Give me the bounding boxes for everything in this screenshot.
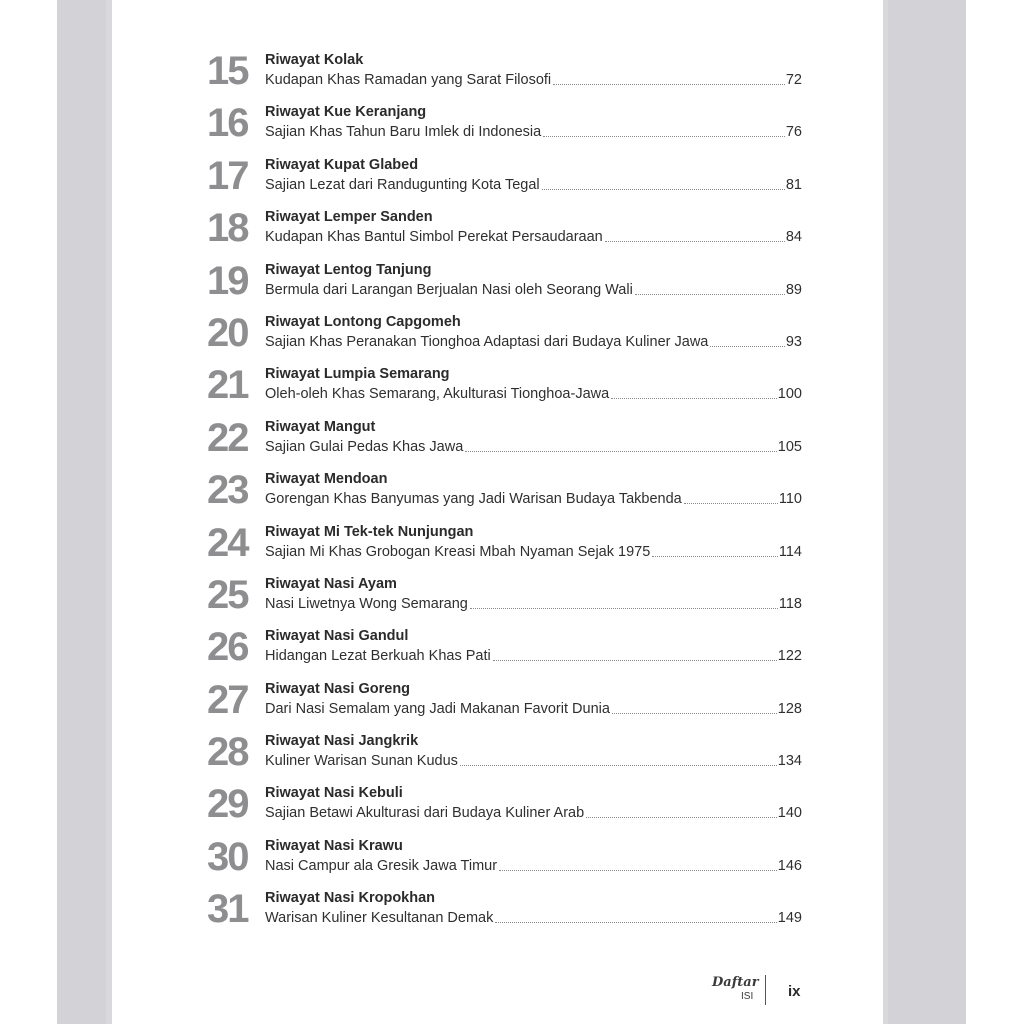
toc-entry[interactable] xyxy=(207,260,802,312)
chapter-subtitle: Sajian Betawi Akulturasi dari Budaya Kuliner Arab xyxy=(265,805,585,822)
chapter-number: 19 xyxy=(207,258,248,303)
left-margin-band xyxy=(57,0,112,1024)
toc-entry[interactable] xyxy=(207,155,802,207)
chapter-title: Riwayat Kue Keranjang xyxy=(265,104,427,121)
chapter-number: 25 xyxy=(207,572,248,617)
toc-entry[interactable] xyxy=(207,679,802,731)
chapter-page-number: 89 xyxy=(785,281,802,298)
dot-leader xyxy=(553,83,785,85)
chapter-subtitle: Warisan Kuliner Kesultanan Demak xyxy=(265,910,494,927)
chapter-title: Riwayat Nasi Goreng xyxy=(265,680,411,697)
chapter-page-number: 146 xyxy=(777,857,802,874)
chapter-subtitle: Kudapan Khas Ramadan yang Sarat Filosofi xyxy=(265,72,552,88)
chapter-page-number: 122 xyxy=(777,648,802,665)
chapter-subtitle: Sajian Lezat dari Randugunting Kota Tegal xyxy=(265,176,540,193)
chapter-title: Riwayat Lentog Tanjung xyxy=(265,261,432,278)
chapter-title: Riwayat Mendoan xyxy=(265,471,388,488)
page-number: ix xyxy=(788,983,801,1000)
chapter-subtitle-line xyxy=(265,437,802,457)
dot-leader xyxy=(499,869,777,871)
chapter-page-number: 93 xyxy=(785,333,802,350)
chapter-title: Riwayat Kupat Glabed xyxy=(265,156,419,173)
dot-leader xyxy=(470,607,778,609)
chapter-subtitle-line xyxy=(265,699,802,719)
chapter-subtitle: Dari Nasi Semalam yang Jadi Makanan Favorit Dunia xyxy=(265,700,610,717)
chapter-subtitle-line xyxy=(265,908,802,928)
chapter-subtitle: Sajian Khas Peranakan Tionghoa Adaptasi dari Budaya Kuliner Jawa xyxy=(265,333,709,350)
chapter-subtitle-line xyxy=(265,280,802,300)
chapter-number: 24 xyxy=(207,520,248,565)
chapter-page-number: 134 xyxy=(777,753,802,770)
chapter-subtitle: Sajian Khas Tahun Baru Imlek di Indonesia xyxy=(265,124,542,141)
toc-entry[interactable] xyxy=(207,207,802,259)
chapter-number: 29 xyxy=(207,782,248,827)
chapter-page-number: 81 xyxy=(785,176,802,193)
chapter-title: Riwayat Lontong Capgomeh xyxy=(265,313,461,330)
chapter-number: 20 xyxy=(207,310,248,355)
toc-entry[interactable] xyxy=(207,469,802,521)
toc-entry[interactable] xyxy=(207,574,802,626)
footer-divider xyxy=(765,975,766,1005)
chapter-number: 23 xyxy=(207,468,248,513)
dot-leader xyxy=(493,659,777,661)
chapter-title: Riwayat Kolak xyxy=(265,52,364,68)
chapter-subtitle-line xyxy=(265,751,802,771)
chapter-subtitle-line xyxy=(265,594,802,614)
chapter-page-number: 100 xyxy=(777,386,802,403)
chapter-subtitle-line xyxy=(265,122,802,142)
chapter-title: Riwayat Nasi Kebuli xyxy=(265,785,403,802)
toc-entry[interactable] xyxy=(207,888,802,940)
chapter-subtitle-line xyxy=(265,856,802,876)
toc-entry[interactable] xyxy=(207,731,802,783)
chapter-subtitle: Hidangan Lezat Berkuah Khas Pati xyxy=(265,648,491,665)
chapter-number: 31 xyxy=(207,887,248,932)
chapter-subtitle-line xyxy=(265,332,802,352)
chapter-page-number: 149 xyxy=(777,910,802,927)
chapter-subtitle-line xyxy=(265,803,802,823)
chapter-title: Riwayat Nasi Kropokhan xyxy=(265,890,436,907)
toc-entry[interactable] xyxy=(207,364,802,416)
chapter-number: 22 xyxy=(207,415,248,460)
chapter-page-number: 128 xyxy=(777,700,802,717)
dot-leader xyxy=(635,293,785,295)
toc-entry[interactable] xyxy=(207,102,802,154)
chapter-page-number: 118 xyxy=(778,595,802,612)
chapter-title: Riwayat Lumpia Semarang xyxy=(265,366,450,383)
chapter-subtitle: Oleh-oleh Khas Semarang, Akulturasi Tionghoa-Jawa xyxy=(265,386,610,403)
dot-leader xyxy=(611,397,777,399)
chapter-title: Riwayat Nasi Ayam xyxy=(265,575,397,592)
toc-entry[interactable] xyxy=(207,626,802,678)
dot-leader xyxy=(710,345,785,347)
page-footer xyxy=(708,973,808,1009)
chapter-subtitle-line xyxy=(265,646,802,666)
chapter-page-number: 110 xyxy=(778,491,802,508)
toc-entry[interactable] xyxy=(207,50,802,102)
chapter-number: 27 xyxy=(207,677,248,722)
chapter-subtitle: Bermula dari Larangan Berjualan Nasi oleh Seorang Wali xyxy=(265,281,633,298)
dot-leader xyxy=(652,555,778,557)
chapter-number: 28 xyxy=(207,730,248,775)
dot-leader xyxy=(495,921,776,923)
dot-leader xyxy=(684,502,778,504)
chapter-page-number: 76 xyxy=(785,124,802,141)
toc-entry[interactable] xyxy=(207,783,802,835)
right-margin-band xyxy=(883,0,966,1024)
chapter-subtitle: Sajian Gulai Pedas Khas Jawa xyxy=(265,438,464,455)
chapter-number: 30 xyxy=(207,834,248,879)
chapter-subtitle: Nasi Campur ala Gresik Jawa Timur xyxy=(265,857,498,874)
dot-leader xyxy=(612,712,777,714)
chapter-title: Riwayat Nasi Gandul xyxy=(265,628,409,645)
chapter-number: 16 xyxy=(207,101,248,146)
dot-leader xyxy=(460,764,777,766)
chapter-subtitle-line xyxy=(265,489,802,509)
chapter-number: 17 xyxy=(207,153,248,198)
chapter-title: Riwayat Lemper Sanden xyxy=(265,209,433,226)
dot-leader xyxy=(605,240,785,242)
chapter-subtitle: Nasi Liwetnya Wong Semarang xyxy=(265,595,468,612)
dot-leader xyxy=(542,188,785,190)
chapter-number: 26 xyxy=(207,625,248,670)
chapter-title: Riwayat Nasi Krawu xyxy=(265,837,403,854)
chapter-page-number: 114 xyxy=(778,543,802,560)
dot-leader xyxy=(586,816,777,818)
chapter-title: Riwayat Mangut xyxy=(265,418,376,435)
chapter-subtitle-line xyxy=(265,542,802,562)
chapter-subtitle-line xyxy=(265,384,802,404)
toc-entry[interactable] xyxy=(207,312,802,364)
toc-entry[interactable] xyxy=(207,522,802,574)
chapter-subtitle: Kudapan Khas Bantul Simbol Perekat Persaudaraan xyxy=(265,229,603,246)
chapter-page-number: 140 xyxy=(777,805,802,822)
chapter-number: 18 xyxy=(207,206,248,251)
toc-entry[interactable] xyxy=(207,417,802,469)
chapter-subtitle-line xyxy=(265,175,802,195)
chapter-number: 21 xyxy=(207,363,248,408)
chapter-number: 15 xyxy=(207,49,248,93)
chapter-subtitle: Sajian Mi Khas Grobogan Kreasi Mbah Nyaman Sejak 1975 xyxy=(265,543,651,560)
chapter-subtitle-line xyxy=(265,70,802,90)
dot-leader xyxy=(543,135,785,137)
chapter-subtitle: Gorengan Khas Banyumas yang Jadi Warisan Budaya Takbenda xyxy=(265,491,682,508)
chapter-page-number: 72 xyxy=(785,72,802,88)
toc-entry[interactable] xyxy=(207,836,802,888)
chapter-title: Riwayat Nasi Jangkrik xyxy=(265,733,419,750)
dot-leader xyxy=(465,450,777,452)
chapter-page-number: 105 xyxy=(777,438,802,455)
chapter-subtitle: Kuliner Warisan Sunan Kudus xyxy=(265,753,458,770)
footer-section-script: Daftar xyxy=(712,975,759,990)
footer-section-label: ISI xyxy=(741,991,754,1002)
table-of-contents xyxy=(207,50,802,941)
chapter-subtitle-line xyxy=(265,227,802,247)
chapter-title: Riwayat Mi Tek-tek Nunjungan xyxy=(265,523,474,540)
chapter-page-number: 84 xyxy=(785,229,802,246)
